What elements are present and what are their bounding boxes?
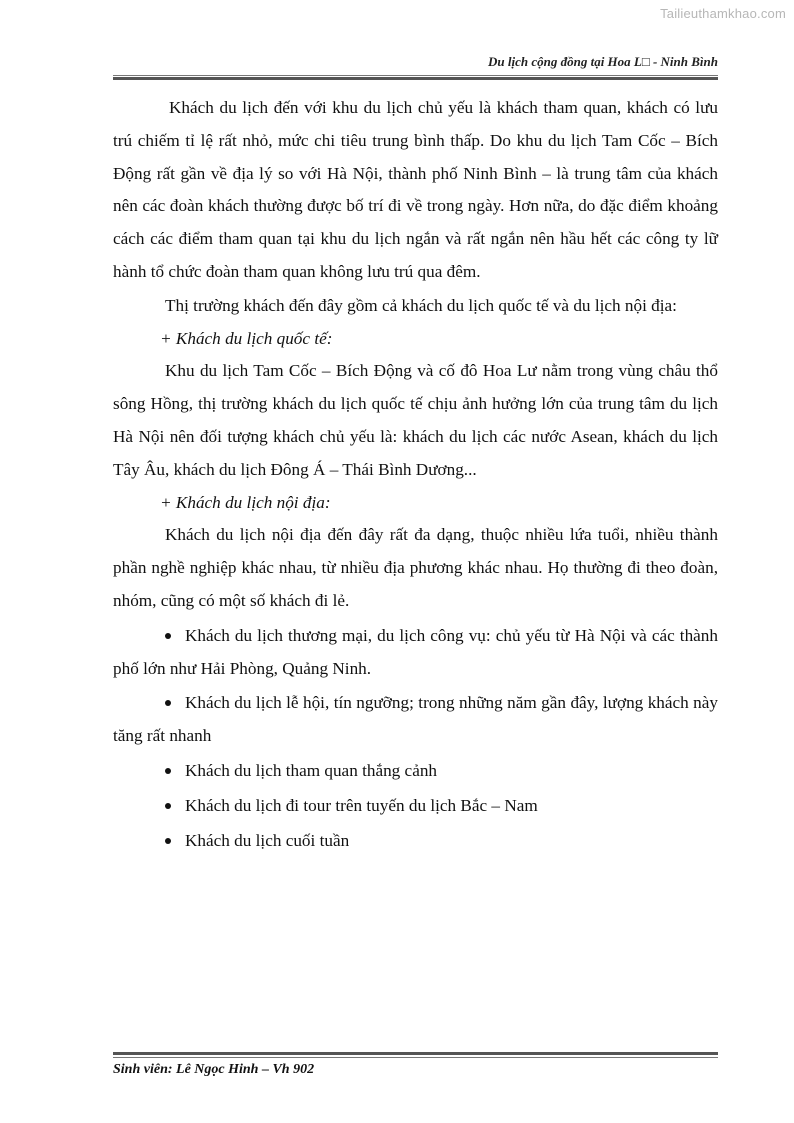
page-header [113,52,718,82]
header-rule [113,75,718,76]
bullet-dot-icon [165,633,171,639]
footer-rule-thick [113,1052,718,1055]
bullet-dot-icon [165,768,171,774]
bullet-text: Khách du lịch lễ hội, tín ngưỡng; trong những năm gần đây, lượng khách này tăng rất nhanh [113,693,718,746]
bullet-text: Khách du lịch thương mại, du lịch công vụ: chủ yếu từ Hà Nội và các thành phố lớn như Hải Phòng, Quảng Ninh. [113,625,718,678]
bullet-text: Khách du lịch tham quan thắng cảnh [185,760,438,780]
bullet-dot-icon [165,803,171,809]
bullet-text: Khách du lịch đi tour trên tuyến du lịch Bắc – Nam [185,795,538,815]
bullet-item [113,687,718,753]
footer-author: Sinh viên: Lê Ngọc Hinh – Vh 902 [113,1062,315,1077]
paragraph-market: Thị trường khách đến đây gồm cả khách du lịch quốc tế và du lịch nội địa: [165,295,677,315]
paragraph-domestic: Khách du lịch nội địa đến đây rất đa dạng, thuộc nhiều lứa tuổi, nhiều thành phần nghề nghiệp khác nhau, từ nhiều địa phương khác nhau. Họ thường đi theo đoàn, nhóm, cũng có một số khách đi lẻ. [113,525,718,610]
bullet-text: Khách du lịch cuối tuần [185,830,350,850]
document-body [113,92,718,857]
paragraph-overview: Khách du lịch đến với khu du lịch chủ yếu là khách tham quan, khách có lưu trú chiếm tỉ lệ rất nhỏ, mức chi tiêu trung bình thấp. Do khu du lịch Tam Cốc – Bích Động rất gần về địa lý so với Hà Nội, thành phố Ninh Bình – là trung tâm của khách nên các đoàn khách thường được bố trí đi về trong ngày. Hơn nữa, do đặc điểm khoảng cách các điểm tham quan tại khu du lịch ngắn và rất ngắn nên hầu hết các công ty lữ hành tổ chức đoàn tham quan không lưu trú qua đêm. [113,98,718,281]
bullet-item [113,620,718,686]
subheading-domestic: + Khách du lịch nội địa: [160,492,331,512]
header-title: Du lịch cộng đồng tại Hoa L□ - Ninh Bình [488,54,718,69]
page-footer [113,1052,718,1078]
bullet-item [113,755,718,788]
subheading-international: + Khách du lịch quốc tế: [160,328,333,348]
bullet-item [113,790,718,823]
header-rule-thick [113,77,718,80]
bullet-dot-icon [165,838,171,844]
bullet-dot-icon [165,700,171,706]
bullet-item [113,825,718,858]
paragraph-international: Khu du lịch Tam Cốc – Bích Động và cố đô Hoa Lư nằm trong vùng châu thổ sông Hồng, thị trường khách du lịch quốc tế chịu ảnh hưởng lớn của trung tâm du lịch Hà Nội nên đối tượng khách chủ yếu là: khách du lịch các nước Asean, khách du lịch Tây Âu, khách du lịch Đông Á – Thái Bình Dương... [113,361,718,479]
watermark: Tailieuthamkhao.com [660,6,786,21]
footer-rule [113,1057,718,1058]
